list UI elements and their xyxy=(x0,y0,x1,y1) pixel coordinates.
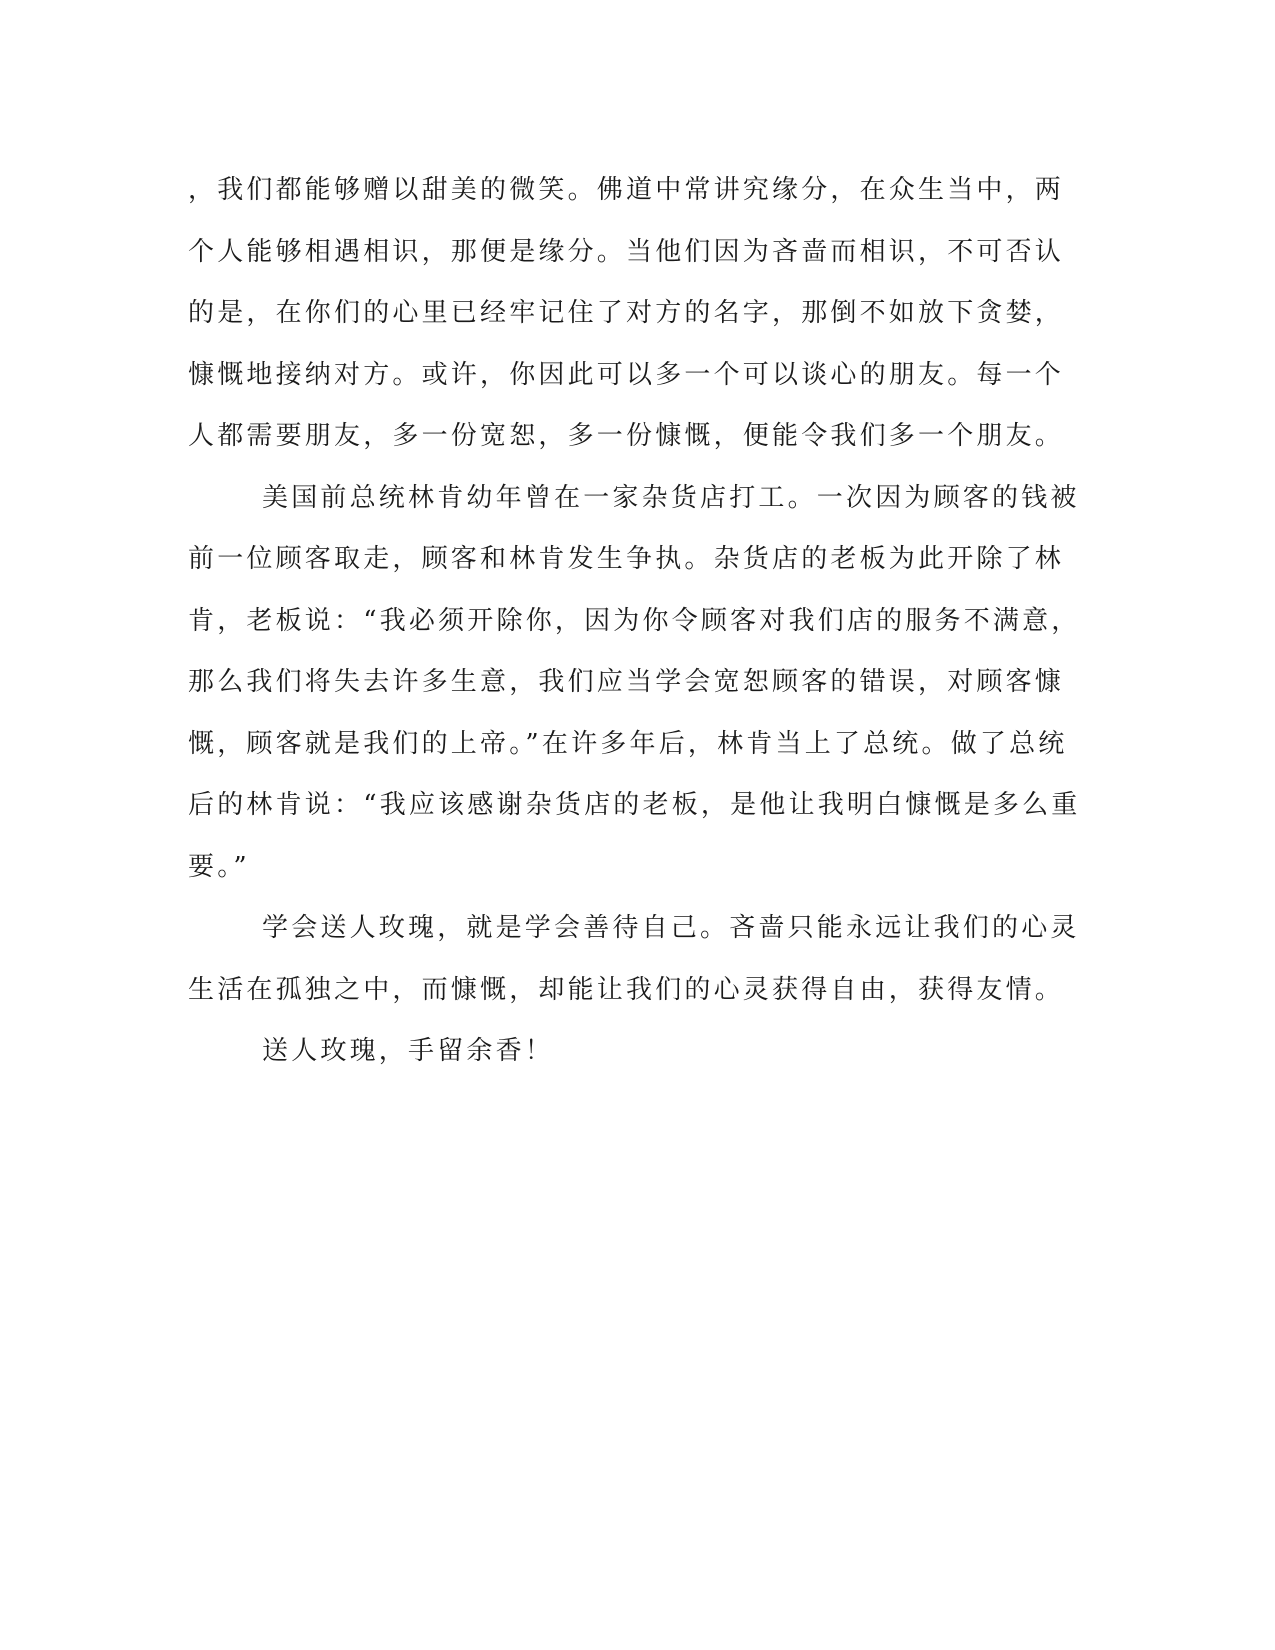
text-line: 后的林肯说：“我应该感谢杂货店的老板，是他让我明白慷慨是多么重 xyxy=(188,790,1081,820)
text-line: 那么我们将失去许多生意，我们应当学会宽恕顾客的错误，对顾客慷 xyxy=(188,667,1065,697)
paragraph-1 xyxy=(188,160,1068,468)
text-line: 前一位顾客取走，顾客和林肯发生争执。杂货店的老板为此开除了林 xyxy=(188,544,1065,574)
text-line: 慨，顾客就是我们的上帝。”在许多年后，林肯当上了总统。做了总统 xyxy=(188,728,1068,759)
text-line: 肯，老板说：“我必须开除你，因为你令顾客对我们店的服务不满意， xyxy=(188,605,1081,636)
text-line: 个人能够相遇相识，那便是缘分。当他们因为吝啬而相识，不可否认 xyxy=(188,236,1065,267)
text-line: 学会送人玫瑰，就是学会善待自己。吝啬只能永远让我们的心灵 xyxy=(262,913,1080,943)
text-line: 要。” xyxy=(188,851,250,882)
body-text xyxy=(188,160,1081,1083)
paragraph-3 xyxy=(188,898,1080,1021)
text-line: 生活在孤独之中，而慷慨，却能让我们的心灵获得自由，获得友情。 xyxy=(188,974,1065,1005)
text-line: 美国前总统林肯幼年曾在一家杂货店打工。一次因为顾客的钱被 xyxy=(262,482,1080,513)
paragraph-4 xyxy=(188,1021,1068,1083)
text-line: 人都需要朋友，多一份宽恕，多一份慷慨，便能令我们多一个朋友。 xyxy=(188,421,1065,451)
text-line: 的是，在你们的心里已经牢记住了对方的名字，那倒不如放下贪婪， xyxy=(188,298,1065,328)
paragraph-2 xyxy=(188,468,1081,899)
text-line: 送人玫瑰，手留余香！ xyxy=(262,1036,555,1066)
text-line: 慷慨地接纳对方。或许，你因此可以多一个可以谈心的朋友。每一个 xyxy=(188,359,1065,390)
text-line: ，我们都能够赠以甜美的微笑。佛道中常讲究缘分，在众生当中，两 xyxy=(188,175,1065,205)
